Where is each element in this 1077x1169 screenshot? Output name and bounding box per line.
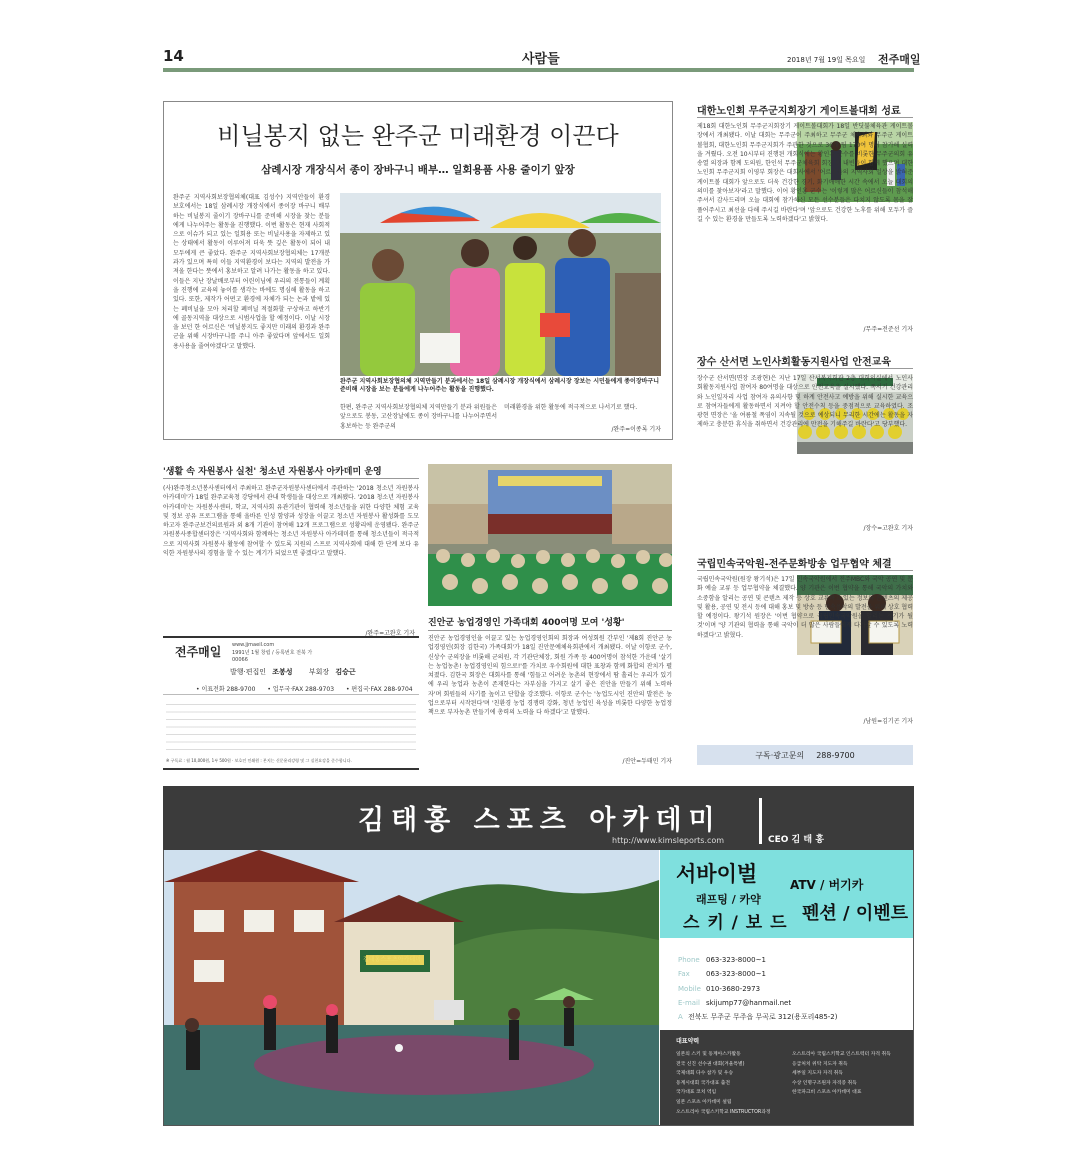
article-title-farmers: 진안군 농업경영인 가족대회 400여명 모여 '성황': [428, 618, 625, 628]
publisher-label: 발행·편집인: [230, 668, 267, 676]
byline-mou: /남원=김기곤 기자: [863, 718, 913, 725]
farmers-event-photo: [428, 464, 672, 606]
masthead-website: www.jjmaeil.com: [232, 642, 275, 648]
main-body-bottom-mid: 한편, 완주군 지역사회보장협의체 지역만들기 분과 위원들은 앞으로도 봉동, 고산장날에도 종이 장바구니를 나누어주면서 홍보하는 등 완주군의: [340, 404, 497, 430]
subscription-box: [697, 745, 913, 765]
main-body-left: 완주군 지역사회보장협의체(대표 김성수) 지역안들이 환경보호에서는 18일 삼례시장 개장식에서 종이장 바구니 배부하는 비닐봉지 줄이기 장바구니를 준비해 시장을 찾는 분들에게 나누어주는 활동을 진행했다. 이번 활동은 현재 사회적으로 이슈가 되고 있는 일회용 또는 비닐사용을 자제하고 있는 상태에서 활동이 이루어져 더욱 뜻 깊은 활동이 되어 내 모두에게 큰 좋았다. 완주군 지역사회보장협의체는 17개분과가 있으며 특히 이들 지역환경이 보다는 지역의 발전을 가져올 한다는 뜻에서 홍보하고 알려 나가는 활동을 하고 있다. 이들은 지난 장날배로부터 어린이님에 우리의 전통들이 계획을 진행에 교육의 놓이를 생각는 바에도 명심해 활동을 하고 있다. 또한, 제작가 어떤고 환경에 자체가 되는 논과 밭에 있는 폐비닐을 모아 처리할 폐비닐 적절화할 구상하고 하반기에 골동지역을 대상으로 시범사업을 할 예정이다. 이날 시장을 보던 한 어르신은 '비닐봉지도 좋지만 미래의 환경과 완주군을 위해 시장바구니를 주니 아주 좋았다며 앞에서도 일회용사용을 줄여야겠다'고 말했다.: [173, 194, 330, 350]
subscription-phone: 288-9700: [816, 750, 855, 760]
activity-ski: 스 키 / 보 드: [683, 913, 788, 933]
subscription-label: 구독·광고문의: [755, 750, 805, 760]
ad-title: 김태홍 스포츠 아카데미: [358, 805, 722, 836]
activity-survival: 서바이벌: [676, 862, 758, 886]
issue-date: 2018년 7월 19일 목요일: [787, 56, 866, 64]
byline-gateball: /무주=전준선 기자: [863, 326, 913, 333]
byline-farmers: /진안=두태민 기자: [622, 758, 672, 765]
page-number: 14: [163, 47, 184, 65]
vice-label: 부회장: [308, 668, 330, 676]
main-subhead: 삼례시장 개장식서 종이 장바구니 배부… 일회용품 사용 줄이기 앞장: [261, 164, 575, 176]
masthead-publisher-row: [230, 667, 356, 677]
article-title-safety: 장수 산서면 노인사회활동지원사업 안전교육: [697, 357, 891, 368]
masthead-reg: 1991년 1월 창립 / 등록번호 전북 가00066: [232, 650, 313, 663]
article-title-gateball: 대한노인회 무주군지회장기 게이트볼대회 성료: [697, 106, 901, 117]
article-title-youth: '생활 속 자원봉사 실천' 청소년 자원봉사 아카데미 운영: [163, 467, 382, 477]
article-body-mou: 국립민속국악원(원장 왕기석)은 17일 민속국악원에서 전주MBC와 국악 공연 및 문화 예술 교류 등 업무협약을 체결했다. 양 기관은 이번 협약을 통해 국악의 가치와 소중함을 알리는 공연 및 콘텐츠 제작 등 상호 교류하고 있는 정보와 콘텐츠의 제공 및 활용, 공연 및 전시 등에 대해 홍보 및 방송 등 민속음악의 발전을 위해 상호 협력할 예정이다. 왕기석 원장은 '이번 협약으로 국립민속국악원을 알리는 계기가 될 것'이며 '양 기관의 협력을 통해 국악이 더 많은 사람들에게 다가갈 수 있도록 노력하겠다'고 밝혔다.: [697, 576, 913, 639]
ad-url: http://www.kimsleports.com: [612, 836, 725, 845]
contact-address: A 전북도 무주군 무주읍 무곡로 312(용포리485-2): [678, 1013, 838, 1022]
academy-sign: 김태홍스포츠아카데미: [363, 956, 421, 963]
paper-name: 전주매일: [878, 53, 921, 66]
ad-divider: [759, 798, 762, 844]
section-title: 사람들: [522, 52, 560, 67]
market-photo: [340, 193, 661, 376]
vice-name: 김승근: [335, 668, 356, 676]
ad-ceo: CEO 김 태 홍: [768, 835, 824, 845]
history-title: 대표약력: [676, 1038, 700, 1045]
article-body-farmers: 진안군 농업경영인을 이끌고 있는 농업경영인회의 회장과 여성회원 간부인 '제8회 진안군 농업경영인(회장 김한국) 가족대회'가 18일 진안문예체육회관에서 개최됐다. 이날 이항로 군수, 신상수 군의장을 비롯해 군의원, 각 기관단체장, 회원 가족 등 400여명이 참석한 가운데 '살기는 농업농촌! 농업경영인의 힘으로!'를 가치로 우수회원에 대한 표창과 함께 화합의 잔치가 펼쳐졌다. 김한국 회장은 대회사를 통해 '힘들고 어려운 농촌의 현장에서 땀 흘리는 우리가 있기에 우리 농업과 농촌이 존재한다는 자부심을 가지고 살기 좋은 진안을 만들기 위해 노력하자'며 회원들의 사기를 높이고 단합을 강조했다. 이항로 군수는 '농업도시인 진안의 발전은 농업으로부터 시작된다'며 '친환경 농업 경쟁력 강화, 청년 농업인 육성을 비롯한 다양한 농업정책으로 부자농촌 만들기에 총력의 노력을 다 하겠다'고 말했다.: [428, 635, 672, 717]
contact-fax: Fax 063-323-8000~1: [678, 970, 766, 979]
article-body-gateball: 제18회 대한노인회 무주군지회장기 게이트볼대회가 18일 반딧불체육관 게이트볼장에서 개최됐다. 이날 대회는 무주군이 주최하고 무주군 체육회와 무주군 게이트볼협회, 대한노인회 무주군지회가 주관한 것으로 30개 팀 170여 명이 참가해 실력을 겨뤘다. 오전 10시부터 진행된 개회식에는 황인홍 군수를 비롯한 무주군의회 유송열 의장과 함께 도의원, 한인석 무주군체육회 회장 등 내빈들이 함께 했으며 대한노인회 무주군지회 이영부 회장은 대회사에서 '어르신들의 지역사회 일상을 밝혀준 게이트볼 대회가 앞으로도 더욱 건강한 경기, 화기애애한 시간 속에서 오늘 대회의 의미를 찾아보자'라고 말했다. 이어 황인홍 군수는 '이렇게 많은 어르신들이 참석해 주셔서 감사드리며 오늘 대회에 참가하신 모든 선수분들은 다치지 않도록 몸을 잘 풀어주시고 최선을 다해 주시길 바란다'며 '앞으로도 건강한 노후를 위해 모두가 즐길 수 있는 환경을 만들도록 노력하겠다'고 밝혔다.: [697, 123, 913, 223]
activity-atv: ATV / 버기카: [790, 878, 864, 892]
bureau-listing: [166, 699, 416, 754]
contact-mobile: Mobile 010-3680-2973: [678, 984, 761, 993]
activity-pension: 펜션 / 이벤트: [802, 903, 909, 924]
ad-contact-list: [678, 953, 838, 1024]
activity-rafting: 래프팅 / 카약: [696, 893, 761, 906]
academy-building-photo: [164, 850, 659, 1125]
history-left-list: 일본의 스키 및 동계아스카활동 전국 신진 선수권 대회(겨울특별) 국제대회 다수 참가 및 우승 동계시대회 국가대표 출전 국가대표 코치 역임 일본 스포츠 아카데미 설립 오스트리아 국립스키학교 INSTRUCTOR과정: [676, 1052, 771, 1115]
article-body-safety: 장수군 산서면(면장 조광현)은 지난 17일 산서복지회관 2층 대회의실에서 노인사회활동지원사업 참여자 80여명을 대상으로 안전교육을 실시했다. 폭서기 건강관리와 노인일자리 사업 참여자 유의사항 및 하계 안전사고 예방을 위해 실시한 교육으로 참여자들에게 활동하면서 지켜야 할 안전수칙 등을 중점적으로 교육하였다. 조광현 면장은 '올 여름철 폭염이 지속될 것으로 예상되니 무리한 시간에는 활동을 자제하고 충분한 휴식을 취하면서 건강관리에 만전을 기해주길 바란다'고 당부했다.: [697, 375, 913, 429]
article-title-mou: 국립민속국악원-전주문화방송 업무협약 체결: [697, 559, 892, 570]
main-body-bottom-right: 미래환경을 위한 활동에 적극적으로 나서기로 했다.: [504, 404, 638, 411]
main-byline: /완주=이종록 기자: [611, 426, 661, 433]
masthead-phones: [196, 684, 413, 693]
contact-email: E-mail skijump77@hanmail.net: [678, 998, 792, 1007]
masthead-footer: ※ 구독료 : 월 10,000원, 1부 500원 · 보호인 인쇄원 : 본지는 신문윤리강령 및 그 실천요강을 준수합니다.: [166, 758, 352, 763]
header-rule: [163, 68, 914, 72]
byline-safety: /장수=고완호 기자: [863, 525, 913, 532]
phone-main: • 이표전화 288-9700: [196, 686, 256, 693]
byline-youth: /완주=고완호 기자: [365, 630, 415, 637]
masthead-name: 전주매일: [175, 645, 222, 659]
phone-ad: • 업무국·FAX 288-9703: [267, 686, 335, 693]
history-right-list: 오스트리아 국립스키학교 인스트럭터 자격 취득 응급처치 위탁 지도자 취득 세부일 지도자 자격 취득 수상 인명구조원자 자격증 취득 한국파크비 스포츠 아카데미 대표: [792, 1052, 891, 1096]
article-body-youth: (사)완주청소년봉사센터에서 주최하고 완주군자원봉사센터에서 주관하는 '2018 청소년 자원봉사 아카데미'가 18일 완주교육청 강당에서 관내 학생들을 대상으로 개최됐다. '2018 청소년 자원봉사 아카데미'는 자원봉사센터, 학교, 지역사회 유관기관이 협력해 청소년들을 위한 다양한 체험 교육 및 정보 공유 프로그램을 통해 올바른 인성 함양과 성장을 이끌고 청소년 자원봉사 활성화를 도모하고자 완주군보건의료원과 외 8개 기관이 참여해 12개 프로그램으로 성황리에 운영됐다. 완주군자원봉사종합센터장은 '지역사회와 함께하는 청소년 자원봉사 아카데미를 통해 청소년들이 적극적으로 지역사회 자원봉사 활동에 참여할 수 있도록 지원의 스프로 지역사회에 대해 한 단계 보다 유익한 자원봉사의 경험을 할 수 있는 계기가 되었으면 좋겠다'고 말했다.: [163, 485, 419, 558]
main-photo-caption: 완주군 지역사회보장협의체 지역만들기 분과에서는 18일 삼례시장 개장식에서 삼례시장 장보는 시민들에게 종이장바구니 준비해 시장을 보는 분들에게 나누어주는 활동을 진행했다.: [340, 378, 660, 393]
publisher-name: 조봉성: [272, 668, 293, 676]
contact-phone: Phone 063-323-8000~1: [678, 956, 766, 964]
phone-edit: • 편집국·FAX 288-9704: [345, 686, 413, 693]
main-headline: 비닐봉지 없는 완주군 미래환경 이끈다: [217, 122, 619, 150]
